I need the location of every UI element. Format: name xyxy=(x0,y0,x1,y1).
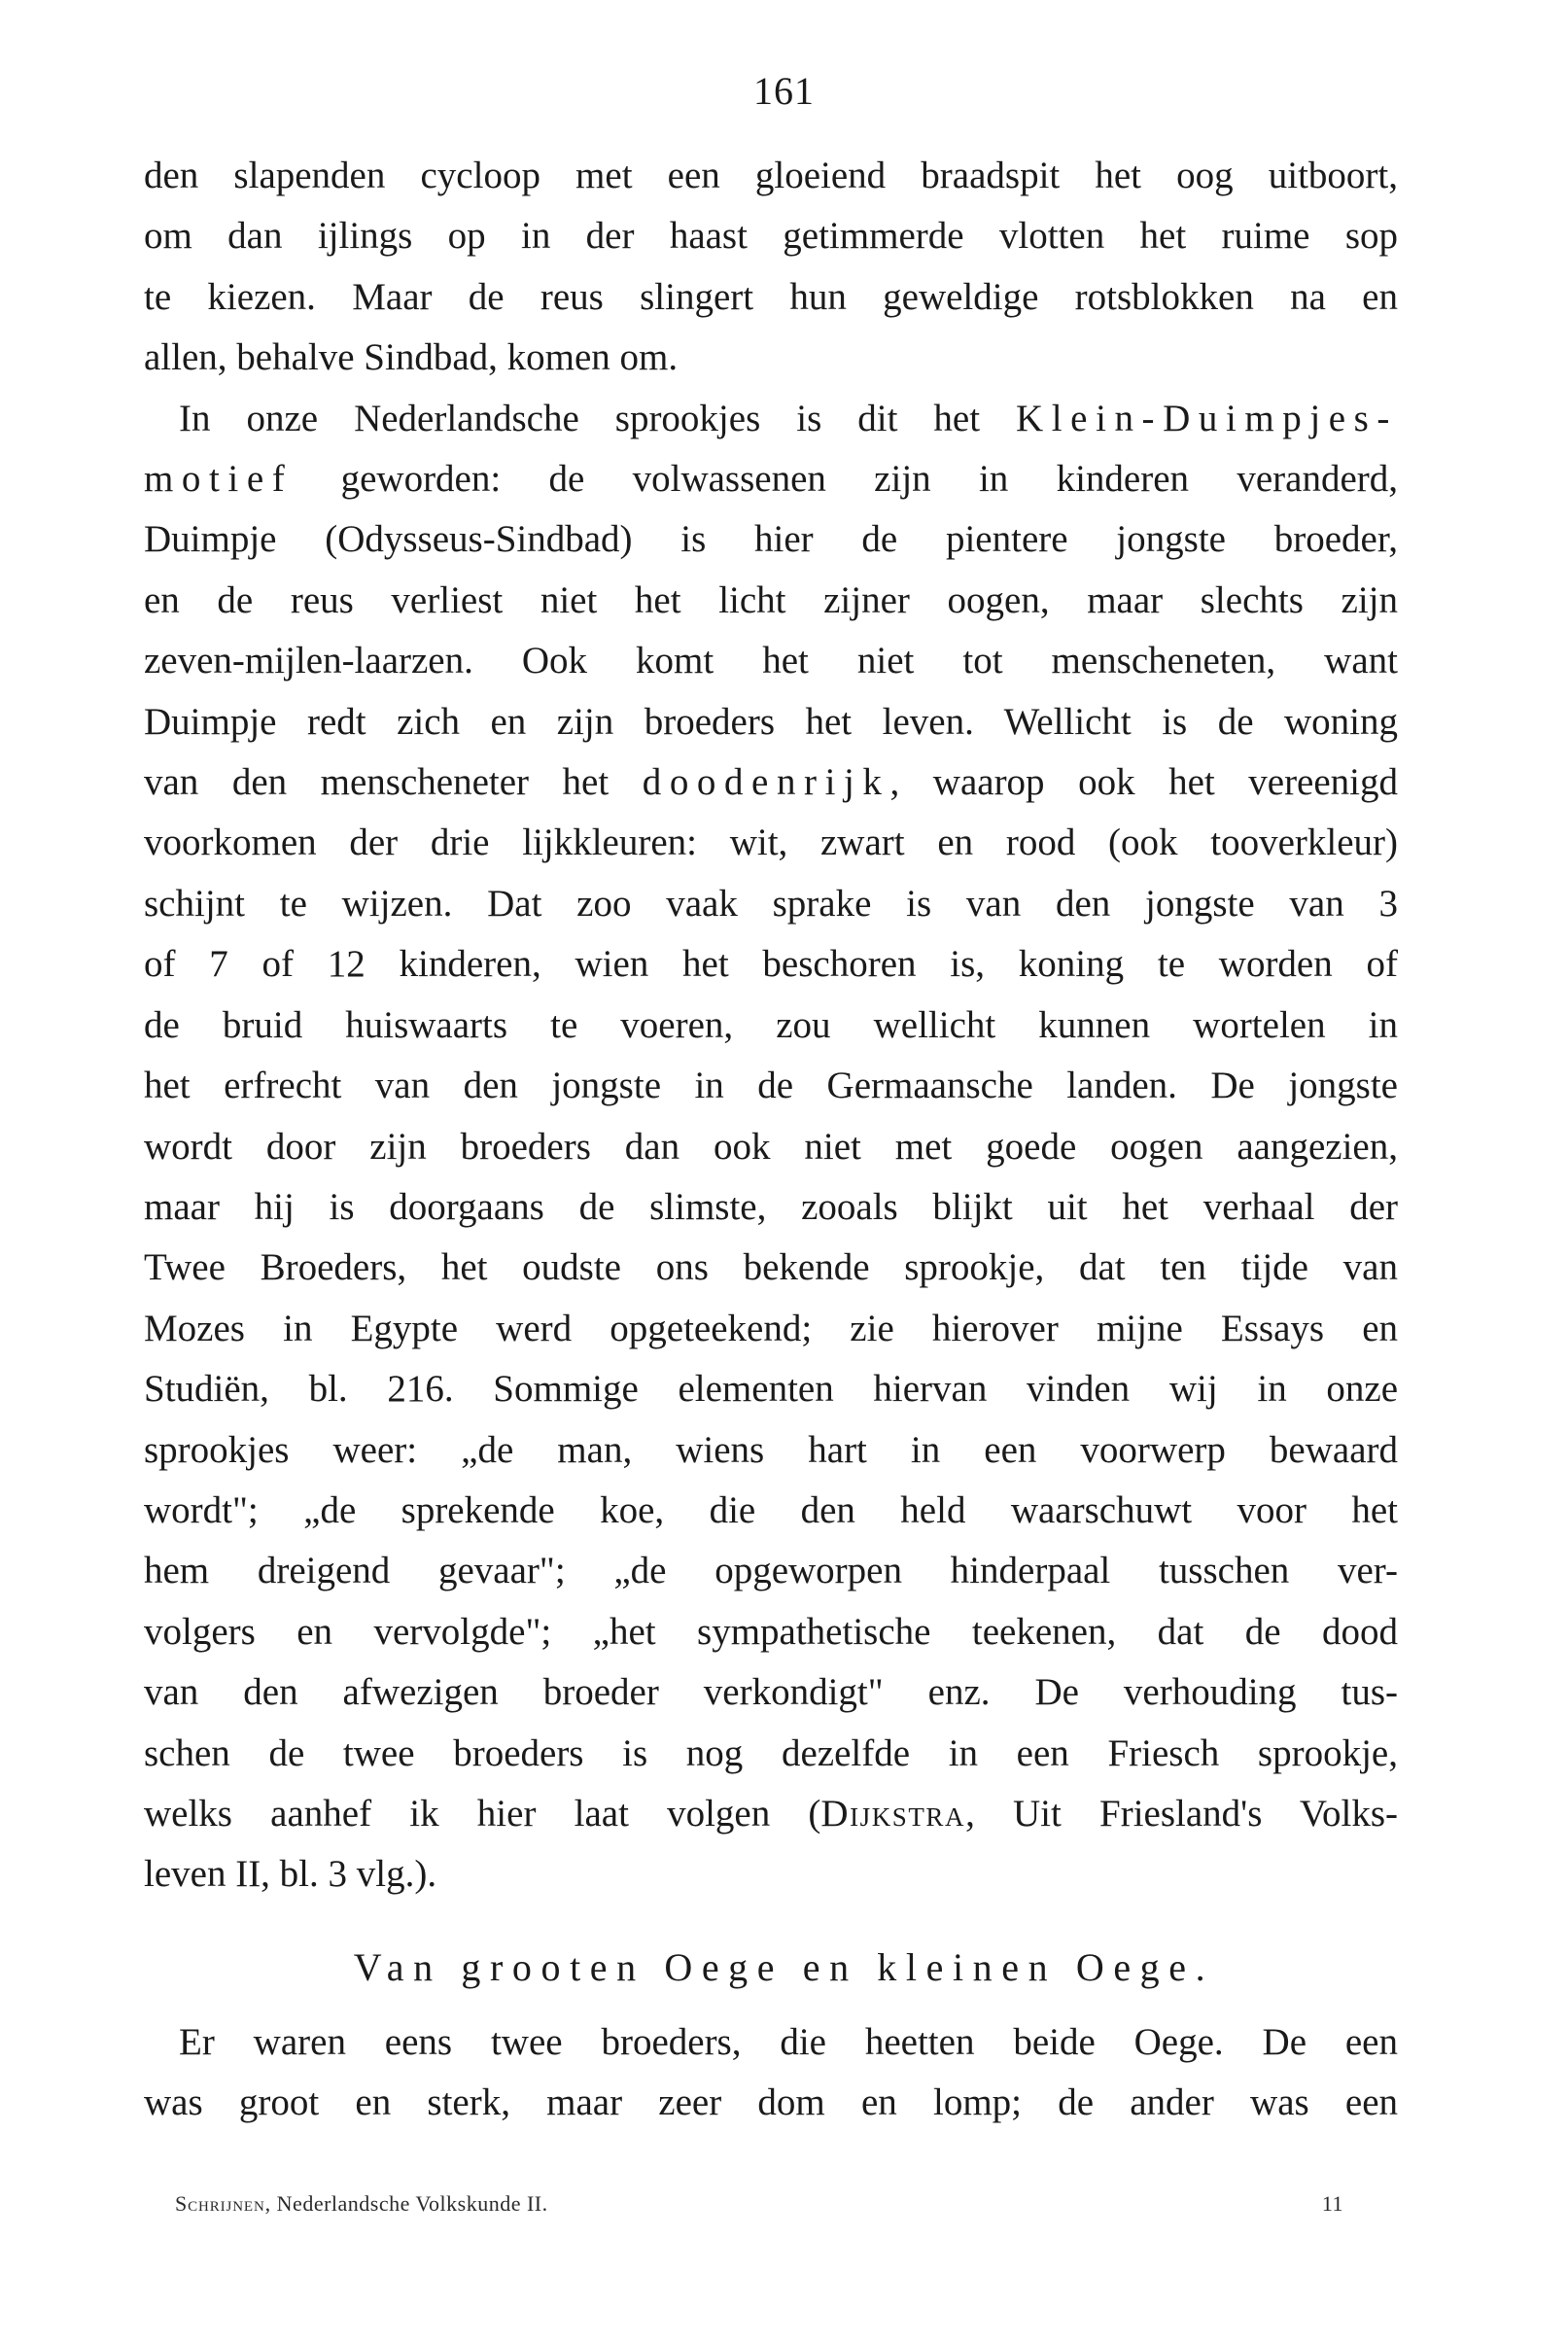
main-text xyxy=(144,146,1398,1905)
text-line: hem dreigend gevaar"; „de opgeworpen hinderpaal tusschen ver- xyxy=(144,1550,1398,1592)
text-line: te kiezen. Maar de reus slingert hun geweldige rotsblokken na en xyxy=(144,275,1398,318)
text-run: , waarop ook het vereenigd xyxy=(889,761,1399,804)
text-line: of 7 of 12 kinderen, wien het beschoren is, koning te worden of xyxy=(144,943,1398,986)
text-line: het erfrecht van den jongste in de Germaansche landen. De jongste xyxy=(144,1065,1398,1107)
text-line: van den afwezigen broeder verkondigt" enz. De verhouding tus- xyxy=(144,1671,1398,1714)
text-line: maar hij is doorgaans de slimste, zooals blijkt uit het verhaal der xyxy=(144,1185,1398,1228)
text-line: Mozes in Egypte werd opgeteekend; zie hierover mijne Essays en xyxy=(144,1307,1398,1349)
spaced-term: Klein-Duimpjes- xyxy=(1016,397,1398,439)
text-run: geworden: de volwassenen zijn in kinderen veranderd, xyxy=(293,458,1398,501)
footer-title: , Nederlandsche Volkskunde II. xyxy=(264,2191,548,2216)
text-line: allen, behalve Sindbad, komen om. xyxy=(144,336,679,379)
text-run: , Uit Friesland's Volks- xyxy=(965,1792,1398,1835)
story-text xyxy=(144,2012,1398,2134)
text-line: de bruid huiswaarts te voeren, zou wellicht kunnen wortelen in xyxy=(144,1003,1398,1046)
text-line: was groot en sterk, maar zeer dom en lomp; de ander was een xyxy=(144,2081,1398,2124)
text-run: In onze Nederlandsche sprookjes is dit het xyxy=(179,397,1017,439)
text-line xyxy=(144,449,1398,509)
signature-mark: 11 xyxy=(1321,2191,1343,2216)
text-line: schen de twee broeders is nog dezelfde in een Friesch sprookje, xyxy=(144,1731,1398,1774)
text-line: wordt"; „de sprekende koe, die den held waarschuwt voor het xyxy=(144,1488,1398,1531)
page-number: 161 xyxy=(753,69,815,113)
spaced-term: motief xyxy=(144,458,294,501)
text-line: Er waren eens twee broeders, die heetten beide Oege. De een xyxy=(179,2021,1398,2063)
text-line: schijnt te wijzen. Dat zoo vaak sprake is van den jongste van 3 xyxy=(144,882,1398,925)
text-line: den slapenden cycloop met een gloeiend braadspit het oog uitboort, xyxy=(144,155,1398,196)
text-line: wordt door zijn broeders dan ook niet met goede oogen aangezien, xyxy=(144,1125,1398,1168)
text-line: leven II, bl. 3 vlg.). xyxy=(144,1853,437,1896)
text-line: en de reus verliest niet het licht zijner oogen, maar slechts zijn xyxy=(144,578,1398,621)
text-line xyxy=(144,389,1398,449)
text-line: Duimpje (Odysseus-Sindbad) is hier de pientere jongste broeder, xyxy=(144,518,1398,561)
text-line: om dan ijlings op in der haast getimmerde vlotten het ruime sop xyxy=(144,215,1398,258)
text-line: Studiën, bl. 216. Sommige elementen hiervan vinden wij in onze xyxy=(144,1368,1398,1411)
footer-author: Schrijnen xyxy=(175,2191,265,2216)
text-line: sprookjes weer: „de man, wiens hart in een voorwerp bewaard xyxy=(144,1428,1398,1471)
story-heading: Van grooten Oege en kleinen Oege. xyxy=(353,1945,1215,1989)
text-line: voorkomen der drie lijkkleuren: wit, zwart en rood (ook tooverkleur) xyxy=(144,821,1398,864)
text-line: volgers en vervolgde"; „het sympathetische teekenen, dat de dood xyxy=(144,1610,1398,1653)
text-run: van den menscheneter het xyxy=(144,761,643,804)
text-line xyxy=(144,752,1398,813)
text-line: Duimpje redt zich en zijn broeders het leven. Wellicht is de woning xyxy=(144,700,1398,743)
page-footer xyxy=(175,2191,1361,2217)
spaced-term: doodenrijk xyxy=(642,761,890,804)
author-name: Dijkstra xyxy=(820,1792,966,1835)
text-run: welks aanhef ik hier laat volgen ( xyxy=(144,1792,821,1835)
text-line: Twee Broeders, het oudste ons bekende sprookje, dat ten tijde van xyxy=(144,1246,1398,1289)
text-line: zeven-mijlen-laarzen. Ook komt het niet tot menscheneten, want xyxy=(144,640,1398,682)
text-line xyxy=(144,1784,1398,1844)
